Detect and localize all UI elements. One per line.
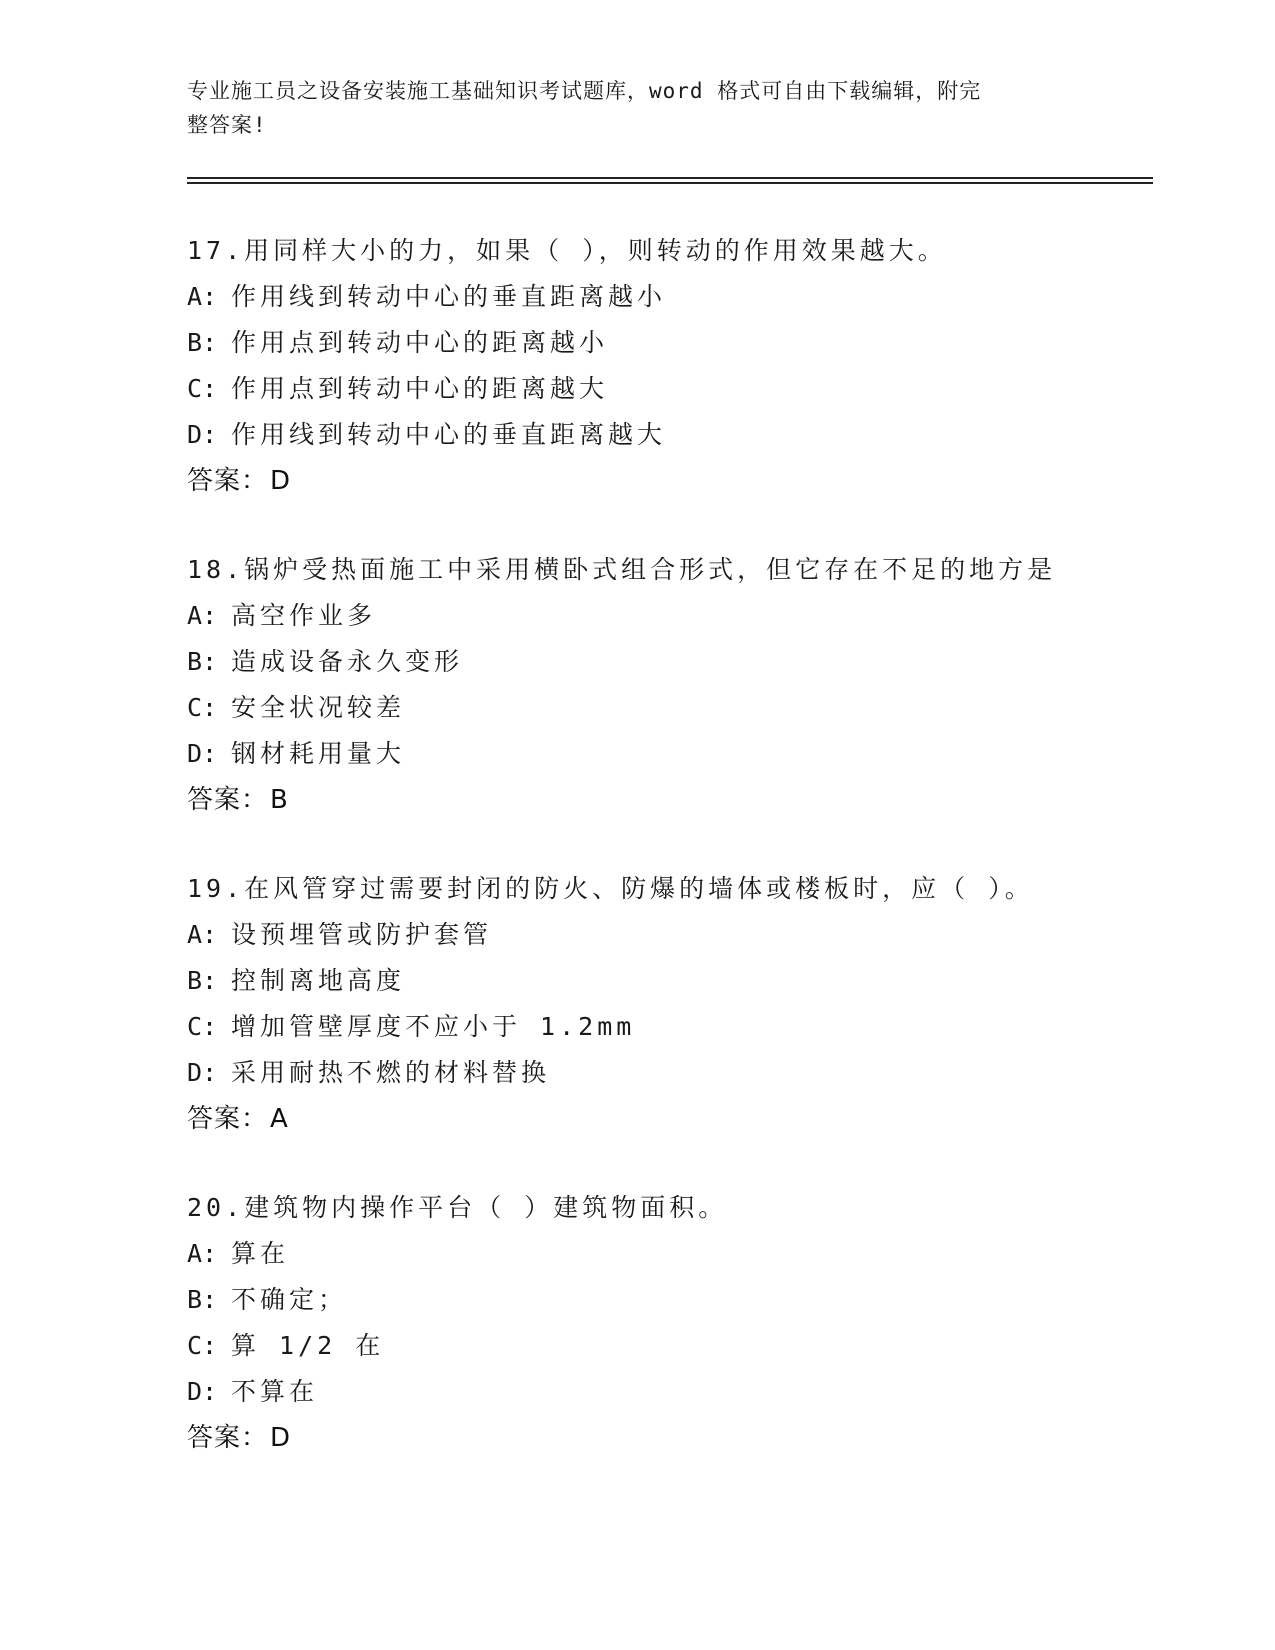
option-letter: D: xyxy=(187,1058,218,1087)
option-c xyxy=(187,1331,1147,1377)
option-text: 控制离地高度 xyxy=(231,966,406,995)
option-text: 不算在 xyxy=(231,1377,319,1406)
question-17 xyxy=(187,236,1147,512)
option-letter: B: xyxy=(187,328,218,357)
option-c xyxy=(187,1012,1147,1058)
option-text: 不确定； xyxy=(231,1285,348,1314)
answer-label: 答案： xyxy=(187,785,269,815)
header-line-1: 专业施工员之设备安装施工基础知识考试题库，word 格式可自由下载编辑，附完 xyxy=(187,79,982,103)
header-divider-top xyxy=(187,177,1153,179)
option-text: 增加管壁厚度不应小于 1.2mm xyxy=(231,1012,636,1041)
answer xyxy=(187,1423,1147,1469)
option-letter: D: xyxy=(187,1377,218,1406)
answer-value: B xyxy=(270,785,289,815)
option-text: 安全状况较差 xyxy=(231,693,406,722)
option-letter: C: xyxy=(187,374,218,403)
option-d xyxy=(187,420,1147,466)
answer-label: 答案： xyxy=(187,1423,269,1453)
question-stem: 17.用同样大小的力，如果（ ），则转动的作用效果越大。 xyxy=(187,236,947,265)
header-divider-bottom xyxy=(187,182,1153,184)
option-letter: A: xyxy=(187,601,218,630)
option-text: 作用点到转动中心的距离越小 xyxy=(231,328,609,357)
option-c xyxy=(187,693,1147,739)
question-stem: 18.锅炉受热面施工中采用横卧式组合形式，但它存在不足的地方是 xyxy=(187,555,1057,584)
option-a xyxy=(187,920,1147,966)
question-19 xyxy=(187,874,1147,1150)
option-a xyxy=(187,1239,1147,1285)
answer-label: 答案： xyxy=(187,466,269,496)
question-stem: 19.在风管穿过需要封闭的防火、防爆的墙体或楼板时，应（ ）。 xyxy=(187,874,1034,903)
option-a xyxy=(187,282,1147,328)
option-text: 作用点到转动中心的距离越大 xyxy=(231,374,609,403)
answer xyxy=(187,785,1147,831)
option-letter: C: xyxy=(187,1331,218,1360)
answer-value: D xyxy=(270,466,292,496)
option-letter: B: xyxy=(187,966,218,995)
option-d xyxy=(187,1377,1147,1423)
document-header xyxy=(187,74,1067,142)
question-stem: 20.建筑物内操作平台（ ）建筑物面积。 xyxy=(187,1193,728,1222)
option-text: 作用线到转动中心的垂直距离越大 xyxy=(231,420,667,449)
option-b xyxy=(187,328,1147,374)
option-text: 作用线到转动中心的垂直距离越小 xyxy=(231,282,667,311)
answer xyxy=(187,1104,1147,1150)
question-18 xyxy=(187,555,1147,831)
option-text: 算在 xyxy=(231,1239,290,1268)
header-line-2: 整答案! xyxy=(187,113,267,137)
option-letter: A: xyxy=(187,1239,218,1268)
option-text: 造成设备永久变形 xyxy=(231,647,464,676)
option-a xyxy=(187,601,1147,647)
option-text: 设预埋管或防护套管 xyxy=(231,920,493,949)
option-letter: C: xyxy=(187,1012,218,1041)
option-d xyxy=(187,739,1147,785)
answer-value: A xyxy=(270,1104,289,1134)
option-text: 采用耐热不燃的材料替换 xyxy=(231,1058,551,1087)
option-d xyxy=(187,1058,1147,1104)
option-letter: B: xyxy=(187,647,218,676)
option-b xyxy=(187,1285,1147,1331)
option-letter: A: xyxy=(187,920,218,949)
option-letter: B: xyxy=(187,1285,218,1314)
question-20 xyxy=(187,1193,1147,1469)
answer-value: D xyxy=(270,1423,292,1453)
option-letter: D: xyxy=(187,739,218,768)
option-b xyxy=(187,966,1147,1012)
answer-label: 答案： xyxy=(187,1104,269,1134)
option-b xyxy=(187,647,1147,693)
option-text: 钢材耗用量大 xyxy=(231,739,406,768)
option-text: 算 1/2 在 xyxy=(231,1331,385,1360)
option-letter: A: xyxy=(187,282,218,311)
option-letter: D: xyxy=(187,420,218,449)
option-text: 高空作业多 xyxy=(231,601,377,630)
option-c xyxy=(187,374,1147,420)
answer xyxy=(187,466,1147,512)
option-letter: C: xyxy=(187,693,218,722)
